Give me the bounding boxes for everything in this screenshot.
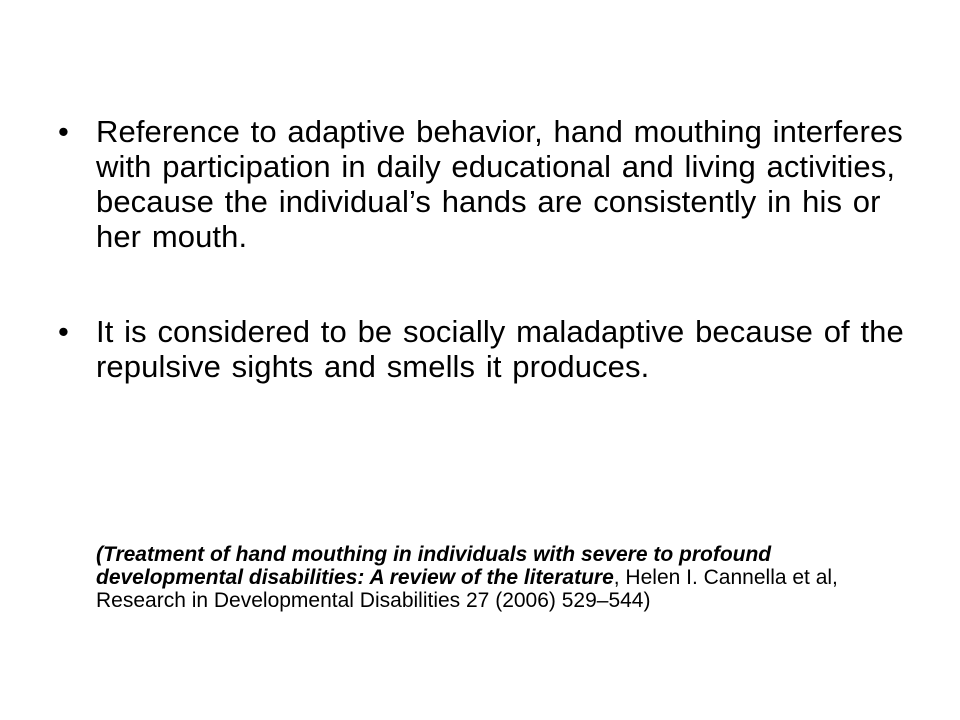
bullet-dot-icon: •: [58, 314, 69, 349]
bullet-item-socially-maladaptive: [58, 314, 918, 384]
bullet-text-adaptive-behavior: Reference to adaptive behavior, hand mouthing interferes with participation in daily educational and living activities, because the individual’s hands are consistently in his or her mouth.: [96, 114, 903, 254]
citation-title: (Treatment of hand mouthing in individuals with severe to profound developmental disabilities: A review of the literature: [96, 543, 772, 589]
bullet-list: [58, 114, 918, 384]
bullet-text-socially-maladaptive: It is considered to be socially maladaptive because of the repulsive sights and smells it produces.: [96, 314, 904, 384]
bullet-item-adaptive-behavior: [58, 114, 918, 254]
bullet-dot-icon: •: [58, 114, 69, 149]
citation-details: , Helen I. Cannella et al, Research in Developmental Disabilities 27 (2006) 529–544): [96, 566, 838, 612]
citation: [96, 543, 916, 612]
